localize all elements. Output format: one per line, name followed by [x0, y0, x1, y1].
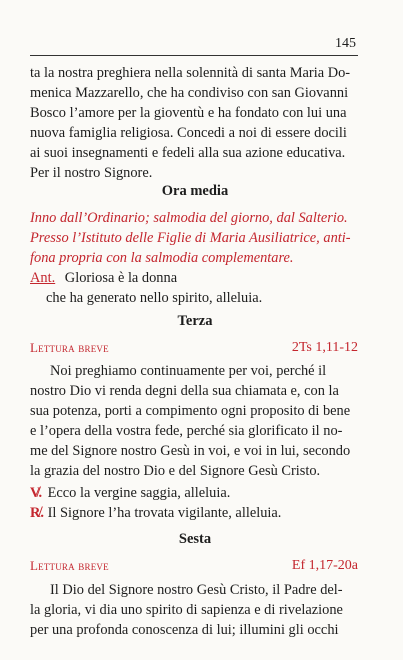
reading-line: Il Dio del Signore nostro Gesù Cristo, il Padre del-	[50, 582, 343, 598]
prayer-line: Bosco l’amore per la gioventù e ha fondato con lui una	[30, 105, 347, 121]
reading-reference: 2Ts 1,11-12	[291, 340, 358, 355]
reading-header-sesta	[30, 558, 358, 574]
page-header	[30, 33, 358, 56]
antiphon-line: Gloriosa è la donna	[64, 270, 178, 286]
section-title-ora-media: Ora media	[161, 183, 229, 199]
versicle-response	[30, 483, 360, 523]
rubric-line: Inno dall’Ordinario; salmodia del giorno, dal Salterio.	[30, 210, 348, 226]
rubric-line: Presso l’Istituto delle Figlie di Maria Ausiliatrice, anti-	[30, 230, 351, 246]
reading-line: sua potenza, porti a compimento ogni proposito di bene	[30, 403, 351, 419]
versicle-text: Ecco la vergine saggia, alleluia.	[47, 485, 231, 501]
rubric	[30, 208, 360, 268]
section-title-sesta: Sesta	[178, 531, 212, 547]
reading-label: Lettura breve	[30, 558, 109, 573]
page-number: 145	[335, 36, 356, 51]
reading-line: Noi preghiamo continuamente per voi, perché il	[50, 363, 327, 379]
prayer-line: ta la nostra preghiera nella solennità di santa Maria Do-	[30, 65, 351, 81]
prayer-line: menica Mazzarello, che ha condiviso con san Giovanni	[30, 85, 349, 101]
rubric-line: fona propria con la salmodia complementare.	[30, 250, 294, 266]
reading-line: la gloria, vi dia uno spirito di sapienza e di rivelazione	[30, 602, 343, 618]
reading-terza	[30, 361, 360, 481]
section-title-terza: Terza	[177, 313, 213, 329]
reading-line: nostro Dio vi renda degni della sua chiamata e, con la	[30, 383, 339, 399]
prayer-line: nuova famiglia religiosa. Concedi a noi di essere docili	[30, 125, 347, 141]
versicle-symbol: V̸.	[30, 485, 43, 501]
reading-sesta	[30, 580, 360, 640]
antiphon-line: che ha generato nello spirito, alleluia.	[46, 290, 263, 306]
reading-line: me del Signore nostro Gesù in voi, e voi in lui, secondo	[30, 443, 351, 459]
reading-line: e l’opera della vostra fede, perché sia glorificato il no-	[30, 423, 343, 439]
response-text: Il Signore l’ha trovata vigilante, alleluia.	[47, 505, 282, 521]
reading-header-terza	[30, 340, 358, 356]
response-symbol: R̸.	[30, 505, 44, 521]
antiphon	[30, 268, 360, 308]
closing-prayer	[30, 63, 360, 183]
reading-reference: Ef 1,17-20a	[291, 558, 358, 573]
prayer-line: Per il nostro Signore.	[30, 165, 153, 181]
prayer-line: ai suoi insegnamenti e fedeli alla sua azione educativa.	[30, 145, 346, 161]
antiphon-label: Ant.	[30, 270, 56, 286]
reading-label: Lettura breve	[30, 340, 109, 355]
reading-line: per una profonda conoscenza di lui; illumini gli occhi	[30, 622, 339, 638]
reading-line: la grazia del nostro Dio e del Signore Gesù Cristo.	[30, 463, 321, 479]
